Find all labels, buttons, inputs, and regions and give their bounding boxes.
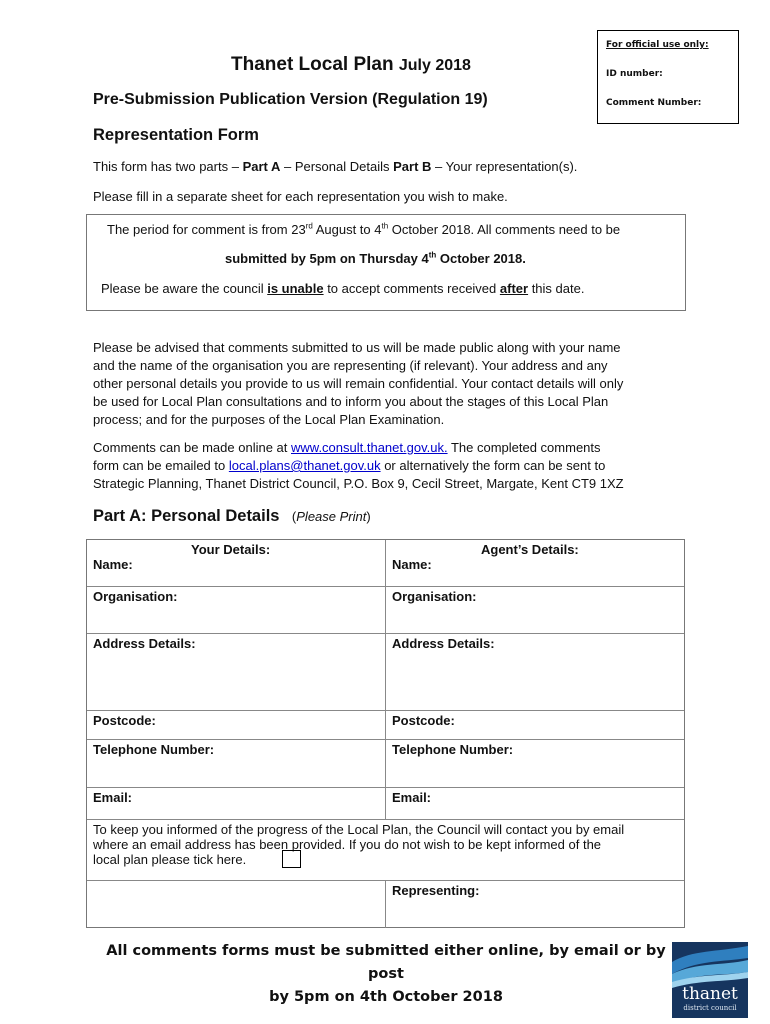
email-contact-note [93,822,624,867]
privacy-line: process; and for the purposes of the Local Plan Examination. [93,412,445,427]
privacy-line: Please be advised that comments submitted to us will be made public along with your name [93,340,621,355]
period-text: August to 4 [312,222,382,237]
submission-paragraph [93,439,624,493]
agent-details-header: Agent’s Details: [481,542,579,557]
period-text: Please be aware the council [101,281,268,296]
submission-text: Comments can be made online at [93,440,291,455]
part-a-ref: Part A [242,159,281,174]
period-line-3 [101,281,584,296]
footer-line: by 5pm on 4th October 2018 [269,989,503,1005]
logo-wordmark: thanet [682,984,738,1004]
your-address-field[interactable]: Address Details: [93,636,196,651]
agent-telephone-field[interactable]: Telephone Number: [392,742,514,757]
period-text: The period for comment is from 23 [107,222,306,237]
your-email-field[interactable]: Email: [93,790,133,805]
note-line: To keep you informed of the progress of the Local Plan, the Council will contact you by email [93,822,625,837]
ordinal-suffix: th [428,250,437,260]
submission-deadline-note [86,940,686,1009]
your-telephone-field[interactable]: Telephone Number: [93,742,215,757]
submission-line [93,439,624,457]
column-divider [385,880,386,928]
comment-period-box [86,214,686,311]
your-details-header: Your Details: [191,542,271,557]
title-text: Thanet Local Plan [231,54,394,75]
submission-line [93,457,624,475]
agent-address-field[interactable]: Address Details: [392,636,495,651]
submission-text: The completed comments [447,440,601,455]
logo-subtext: district council [683,1004,737,1012]
part-a-title: Part A: Personal Details [93,507,280,525]
period-line-2 [225,251,526,266]
column-divider [385,540,386,820]
hint-bracket: ) [366,509,371,524]
parts-text: – Your representation(s). [431,159,578,174]
period-text: October 2018. All comments need to be [388,222,621,237]
deadline-text: submitted by 5pm on Thursday 4 [225,251,429,266]
agent-organisation-field[interactable]: Organisation: [392,589,477,604]
deadline-text: October 2018. [436,251,526,266]
parts-description [93,158,577,176]
your-organisation-field[interactable]: Organisation: [93,589,178,604]
parts-text: This form has two parts – [93,159,243,174]
official-use-box [597,30,739,124]
submission-text: form can be emailed to [93,458,229,473]
privacy-paragraph [93,339,623,429]
agent-name-field[interactable]: Name: [392,557,432,572]
form-title: Representation Form [93,126,259,144]
postal-address: Strategic Planning, Thanet District Council, P.O. Box 9, Cecil Street, Margate, Kent CT9 1XZ [93,476,624,491]
please-print-hint [292,509,371,524]
parts-text: – Personal Details [280,159,394,174]
privacy-line: and the name of the organisation you are representing (if relevant). Your address and any [93,358,608,373]
title-date: July 2018 [398,57,471,74]
your-name-field[interactable]: Name: [93,557,133,572]
your-postcode-field[interactable]: Postcode: [93,713,156,728]
note-line: where an email address has been provided. If you do not wish to be kept informed of the [93,837,602,852]
part-b-ref: Part B [393,159,432,174]
privacy-line: be used for Local Plan consultations and to inform you about the stages of this Local Plan [93,394,609,409]
representing-field[interactable]: Representing: [392,883,480,898]
emphasis-after: after [499,281,529,296]
submission-text: or alternatively the form can be sent to [380,458,606,473]
agent-email-field[interactable]: Email: [392,790,432,805]
thanet-council-logo [672,942,748,1018]
period-text: this date. [528,281,585,296]
subtitle: Pre-Submission Publication Version (Regulation 19) [93,91,488,108]
period-line-1 [107,222,620,237]
comment-number-label: Comment Number: [606,98,702,108]
official-use-title: For official use only: [606,40,709,50]
consult-website-link[interactable]: www.consult.thanet.gov.uk. [291,440,448,455]
personal-details-table [86,539,685,928]
privacy-line: other personal details you provide to us will remain confidential. Your contact details will only [93,376,624,391]
period-text: to accept comments received [323,281,500,296]
page-title [231,54,471,76]
emphasis-unable: is unable [267,281,324,296]
id-number-label: ID number: [606,69,663,79]
footer-line: All comments forms must be submitted either online, by email or by post [106,943,666,982]
email-link[interactable]: local.plans@thanet.gov.uk [228,458,381,473]
hint-bracket: ( [291,509,297,524]
opt-out-checkbox[interactable] [282,850,301,868]
agent-postcode-field[interactable]: Postcode: [392,713,455,728]
note-line: local plan please tick here. [93,852,247,867]
ordinal-suffix: rd [305,221,313,231]
ordinal-suffix: th [381,221,389,231]
hint-text: Please Print [296,509,367,524]
separate-sheet-text: Please fill in a separate sheet for each representation you wish to make. [93,189,508,204]
part-a-heading [93,507,371,526]
